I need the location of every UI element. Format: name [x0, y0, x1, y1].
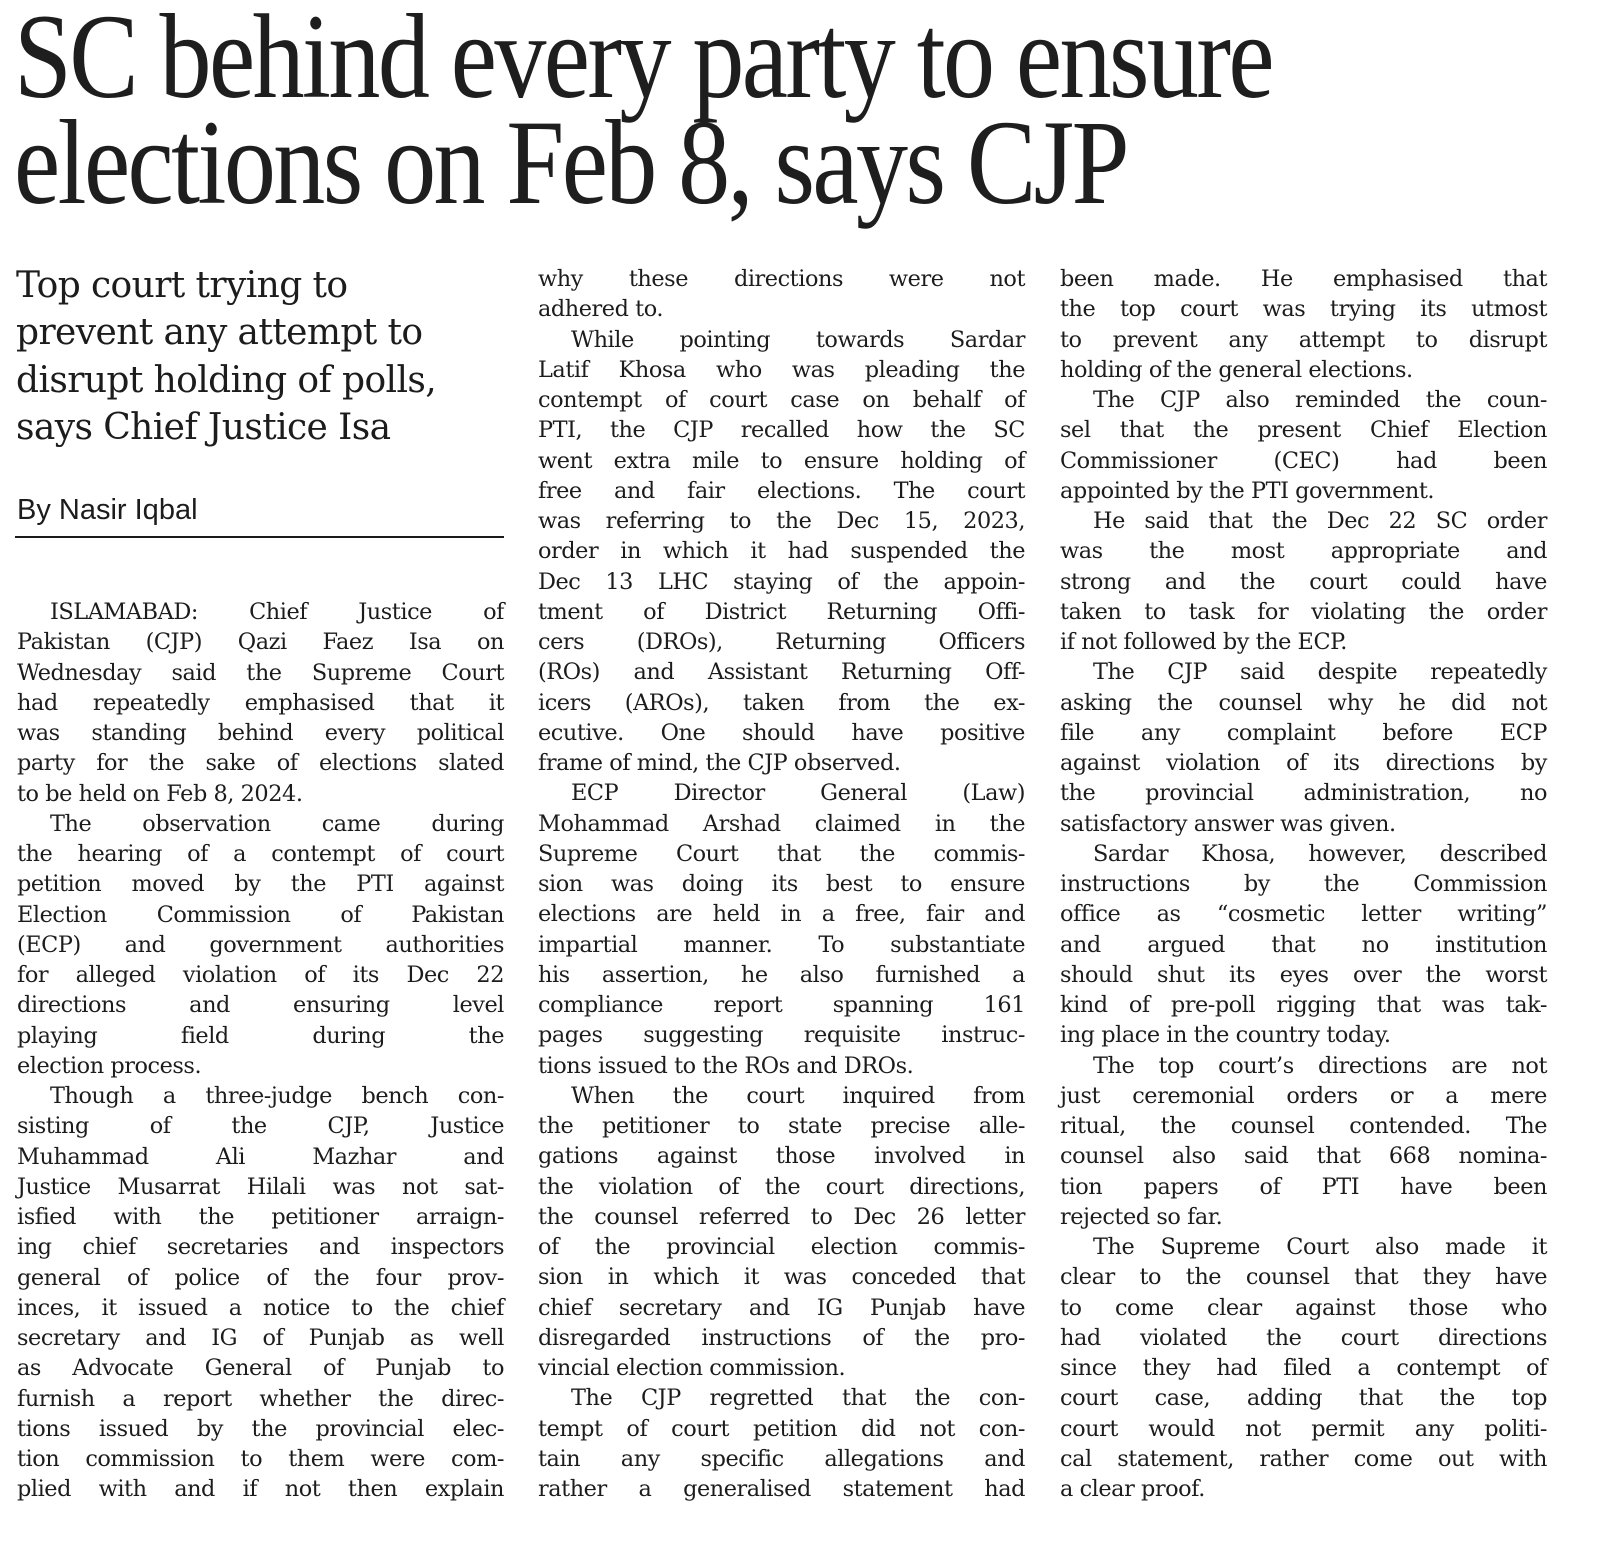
body-text-line: ecutive. One should have positive	[538, 719, 1025, 746]
body-text-line: elections are held in a free, fair and	[538, 901, 1025, 928]
body-text-line: as Advocate General of Punjab to	[17, 1355, 504, 1382]
body-text-line: vincial election commission.	[538, 1355, 846, 1381]
body-text-line: if not followed by the ECP.	[1060, 629, 1347, 655]
body-text-line: compliance report spanning 161	[538, 992, 1025, 1018]
body-text-line: to be held on Feb 8, 2024.	[17, 780, 303, 807]
body-text-line: tain any specific allegations and	[538, 1445, 1025, 1472]
body-text-line: Latif Khosa who was pleading the	[538, 356, 1025, 383]
body-text-line: playing field during the	[17, 1022, 504, 1049]
body-text-line: his assertion, he also furnished a	[538, 961, 1025, 988]
body-text-line: ECP Director General (Law)	[571, 780, 1025, 807]
body-text-line: since they had filed a contempt of	[1060, 1355, 1547, 1381]
body-text-line: had repeatedly emphasised that it	[17, 689, 504, 716]
body-text-line: to come clear against those who	[1060, 1294, 1547, 1321]
body-text-line: The Supreme Court also made it	[1093, 1234, 1547, 1260]
body-text-line: sion in which it was conceded that	[538, 1264, 1025, 1291]
body-text-line: holding of the general elections.	[1060, 356, 1413, 383]
body-text-line: PTI, the CJP recalled how the SC	[538, 417, 1025, 444]
body-text-line: gations against those involved in	[538, 1143, 1025, 1170]
body-text-line: Justice Musarrat Hilali was not sat-	[17, 1173, 504, 1200]
body-text-line: the petitioner to state precise alle-	[538, 1113, 1025, 1139]
body-text-line: Pakistan (CJP) Qazi Faez Isa on	[17, 629, 504, 656]
body-text-line: ing place in the country today.	[1060, 1022, 1391, 1049]
body-text-line: rejected so far.	[1060, 1203, 1223, 1230]
body-text-line: Sardar Khosa, however, described	[1093, 840, 1547, 867]
body-text-line: satisfactory answer was given.	[1060, 810, 1396, 837]
body-text-line: was the most appropriate and	[1060, 538, 1547, 565]
body-text-line: Though a three-judge bench con-	[50, 1083, 504, 1109]
body-text-line: directions and ensuring level	[17, 992, 504, 1019]
body-text-line: petition moved by the PTI against	[17, 871, 504, 898]
subheadline-line: prevent any attempt to	[16, 312, 423, 354]
body-column-3	[1060, 264, 1547, 1504]
body-text-line: been made. He emphasised that	[1060, 266, 1547, 292]
headline-line: SC behind every party to ensure	[14, 0, 1273, 124]
body-text-line: tempt of court petition did not con-	[538, 1415, 1025, 1442]
subheadline	[16, 262, 516, 451]
headline-line: elections on Feb 8, says CJP	[14, 96, 1127, 230]
body-text-line: (ROs) and Assistant Returning Off-	[538, 659, 1025, 686]
body-text-line: Dec 13 LHC staying of the appoin-	[538, 568, 1025, 595]
body-text-line: to prevent any attempt to disrupt	[1060, 326, 1547, 353]
body-text-line: order in which it had suspended the	[538, 538, 1025, 565]
body-text-line: Muhammad Ali Mazhar and	[17, 1143, 504, 1170]
body-text-line: appointed by the PTI government.	[1060, 477, 1435, 504]
body-text-line: He said that the Dec 22 SC order	[1093, 508, 1547, 534]
body-text-line: court case, adding that the top	[1060, 1385, 1547, 1412]
subheadline-line: Top court trying to	[16, 265, 348, 306]
body-text-line: against violation of its directions by	[1060, 750, 1547, 776]
body-text-line: general of police of the four prov-	[17, 1264, 504, 1291]
body-text-line: sel that the present Chief Election	[1060, 417, 1547, 444]
body-text-line: tions issued by the provincial elec-	[17, 1415, 504, 1442]
body-text-line: frame of mind, the CJP observed.	[538, 750, 901, 776]
body-text-line: While pointing towards Sardar	[571, 326, 1025, 353]
body-text-line: the provincial administration, no	[1060, 780, 1547, 807]
body-text-line: Wednesday said the Supreme Court	[17, 659, 504, 686]
body-text-line: tion papers of PTI have been	[1060, 1173, 1547, 1200]
body-text-line: tions issued to the ROs and DROs.	[538, 1052, 914, 1079]
body-text-line: Election Commission of Pakistan	[17, 901, 504, 928]
body-text-line: the counsel referred to Dec 26 letter	[538, 1203, 1025, 1230]
body-text-line: clear to the counsel that they have	[1060, 1264, 1547, 1291]
body-text-line: cal statement, rather come out with	[1060, 1445, 1547, 1472]
body-text-line: of the provincial election commis-	[538, 1234, 1025, 1260]
body-text-line: Mohammad Arshad claimed in the	[538, 810, 1025, 837]
body-text-line: strong and the court could have	[1060, 568, 1547, 595]
body-text-line: election process.	[17, 1052, 202, 1079]
body-text-line: went extra mile to ensure holding of	[538, 447, 1025, 474]
body-text-line: The CJP said despite repeatedly	[1093, 659, 1547, 686]
body-text-line: secretary and IG of Punjab as well	[17, 1325, 504, 1351]
body-text-line: The top court’s directions are not	[1093, 1052, 1547, 1079]
body-text-line: was referring to the Dec 15, 2023,	[538, 508, 1025, 534]
body-text-line: party for the sake of elections slated	[17, 750, 504, 777]
body-text-line: ing chief secretaries and inspectors	[17, 1234, 504, 1261]
body-text-line: free and fair elections. The court	[538, 477, 1025, 504]
body-text-line: The CJP regretted that the con-	[571, 1385, 1025, 1412]
byline: By Nasir Iqbal	[17, 494, 198, 526]
body-text-line: court would not permit any politi-	[1060, 1415, 1547, 1442]
body-text-line: cers (DROs), Returning Officers	[538, 629, 1025, 655]
body-text-line: icers (AROs), taken from the ex-	[538, 689, 1025, 716]
body-text-line: the violation of the court directions,	[538, 1173, 1025, 1200]
body-text-line: tion commission to them were com-	[17, 1446, 504, 1472]
body-text-line: taken to task for violating the order	[1060, 598, 1547, 625]
body-text-line: disregarded instructions of the pro-	[538, 1324, 1025, 1351]
headline	[14, 0, 1381, 230]
body-text-line: pages suggesting requisite instruc-	[538, 1022, 1025, 1049]
body-text-line: the hearing of a contempt of court	[17, 841, 504, 867]
body-text-line: just ceremonial orders or a mere	[1060, 1082, 1547, 1109]
body-text-line: instructions by the Commission	[1060, 871, 1547, 897]
body-text-line: The observation came during	[50, 810, 504, 837]
body-text-line: why these directions were not	[538, 266, 1025, 292]
body-text-line: sisting of the CJP, Justice	[17, 1113, 504, 1140]
body-column-1	[17, 597, 504, 1505]
body-text-line: Commissioner (CEC) had been	[1060, 447, 1547, 474]
body-text-line: office as “cosmetic letter writing”	[1060, 901, 1547, 928]
body-text-line: and argued that no institution	[1060, 931, 1547, 958]
body-column-2	[538, 264, 1025, 1504]
body-text-line: adhered to.	[538, 296, 664, 323]
body-text-line: The CJP also reminded the coun-	[1093, 387, 1547, 413]
body-text-line: had violated the court directions	[1060, 1324, 1547, 1351]
body-text-line: Supreme Court that the commis-	[538, 840, 1025, 867]
body-text-line: asking the counsel why he did not	[1060, 689, 1547, 716]
body-text-line: the top court was trying its utmost	[1060, 296, 1547, 323]
body-text-line: tment of District Returning Offi-	[538, 598, 1025, 625]
body-text-line: impartial manner. To substantiate	[538, 931, 1025, 958]
body-text-line: rather a generalised statement had	[538, 1476, 1025, 1502]
body-text-line: was standing behind every political	[17, 720, 504, 746]
body-text-line: chief secretary and IG Punjab have	[538, 1294, 1025, 1321]
body-text-line: kind of pre-poll rigging that was tak-	[1060, 992, 1547, 1018]
body-text-line: a clear proof.	[1060, 1476, 1205, 1502]
body-text-line: counsel also said that 668 nomina-	[1060, 1143, 1547, 1170]
body-text-line: inces, it issued a notice to the chief	[17, 1294, 504, 1321]
body-text-line: (ECP) and government authorities	[17, 931, 504, 958]
body-text-line: contempt of court case on behalf of	[538, 387, 1025, 413]
body-text-line: furnish a report whether the direc-	[17, 1385, 504, 1412]
body-text-line: ritual, the counsel contended. The	[1060, 1113, 1547, 1139]
body-text-line: plied with and if not then explain	[17, 1476, 504, 1503]
body-text-line: sion was doing its best to ensure	[538, 871, 1025, 897]
body-text-line: isfied with the petitioner arraign-	[17, 1204, 504, 1230]
body-text-line: When the court inquired from	[571, 1082, 1025, 1109]
body-text-line: for alleged violation of its Dec 22	[17, 962, 504, 988]
body-text-line: ISLAMABAD: Chief Justice of	[50, 599, 504, 625]
byline-divider	[15, 536, 504, 538]
body-text-line: should shut its eyes over the worst	[1060, 961, 1547, 988]
subheadline-line: disrupt holding of polls,	[16, 359, 437, 401]
subheadline-line: says Chief Justice Isa	[16, 406, 391, 448]
body-text-line: file any complaint before ECP	[1060, 719, 1547, 746]
